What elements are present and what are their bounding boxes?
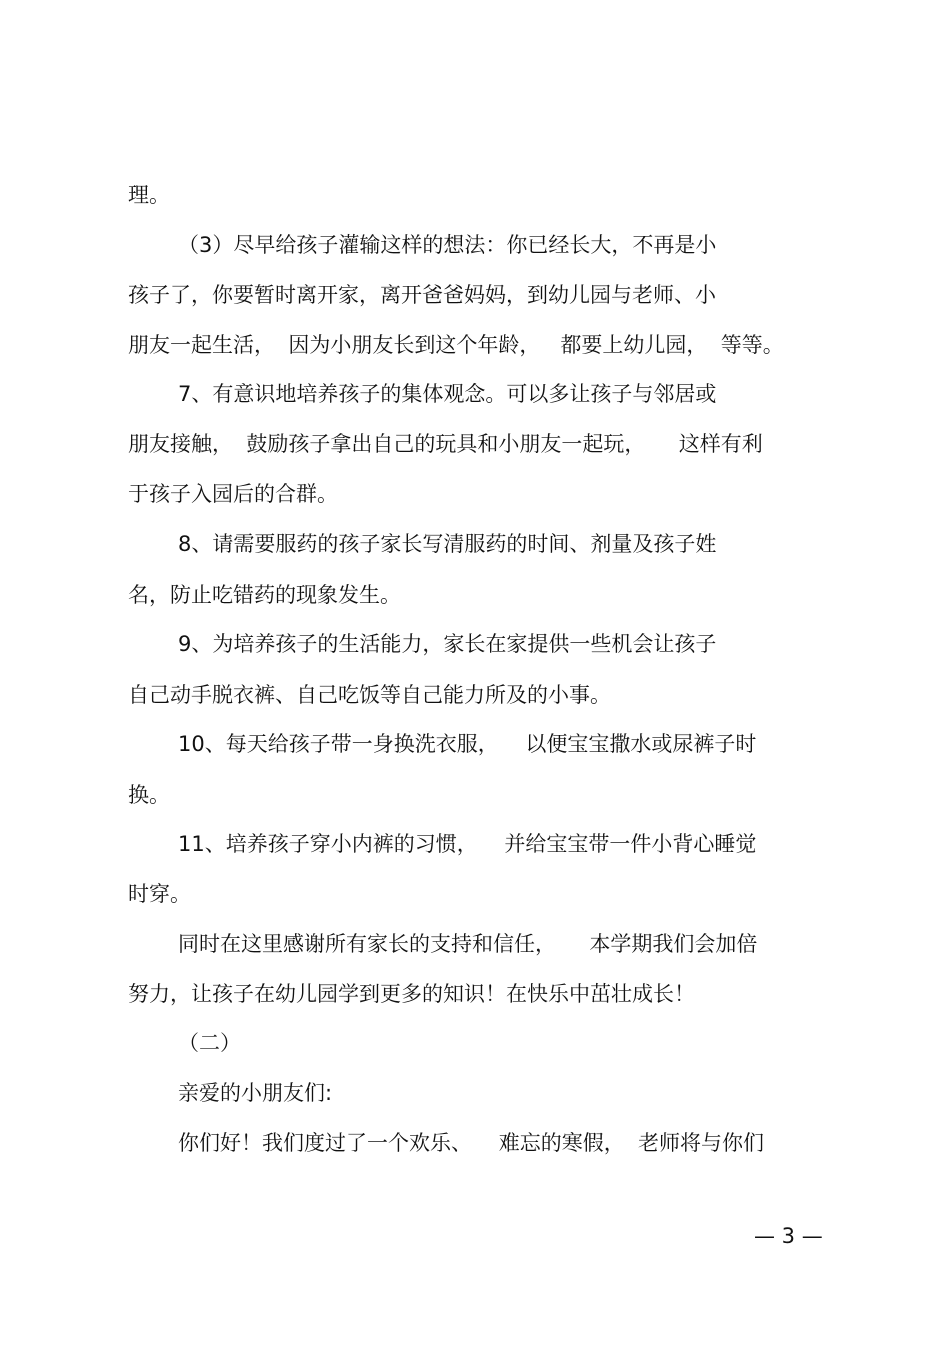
text-line-16: 同时在这里感谢所有家长的支持和信任， 本学期我们会加倍 bbox=[178, 932, 758, 956]
page-number: — 3 — bbox=[754, 1224, 823, 1248]
text-line-17: 努力，让孩子在幼儿园学到更多的知识！在快乐中茁壮成长！ bbox=[128, 982, 695, 1006]
text-line-20: 你们好！我们度过了一个欢乐、 难忘的寒假， 老师将与你们 bbox=[178, 1131, 765, 1155]
text-line-6: 朋友接触， 鼓励孩子拿出自己的玩具和小朋友一起玩， 这样有利 bbox=[128, 432, 763, 456]
text-line-9: 名，防止吃错药的现象发生。 bbox=[128, 583, 401, 607]
text-line-18: （二） bbox=[178, 1031, 241, 1055]
text-line-1: 理。 bbox=[128, 183, 170, 207]
text-line-5: 7、有意识地培养孩子的集体观念。可以多让孩子与邻居或 bbox=[178, 382, 717, 406]
text-line-8: 8、请需要服药的孩子家长写清服药的时间、剂量及孩子姓 bbox=[178, 532, 717, 556]
text-line-4: 朋友一起生活， 因为小朋友长到这个年龄， 都要上幼儿园， 等等。 bbox=[128, 333, 784, 357]
text-line-11: 自己动手脱衣裤、自己吃饭等自己能力所及的小事。 bbox=[128, 683, 611, 707]
text-line-10: 9、为培养孩子的生活能力，家长在家提供一些机会让孩子 bbox=[178, 632, 717, 656]
text-line-12: 10、每天给孩子带一身换洗衣服， 以便宝宝撒水或尿裤子时 bbox=[178, 732, 757, 756]
text-line-13: 换。 bbox=[128, 783, 170, 807]
text-line-14: 11、培养孩子穿小内裤的习惯， 并给宝宝带一件小背心睡觉 bbox=[178, 832, 757, 856]
text-line-3: 孩子了，你要暂时离开家，离开爸爸妈妈，到幼儿园与老师、小 bbox=[128, 283, 716, 307]
text-line-19: 亲爱的小朋友们: bbox=[178, 1081, 333, 1105]
text-line-2: （3）尽早给孩子灌输这样的想法：你已经长大，不再是小 bbox=[178, 233, 717, 257]
text-line-7: 于孩子入园后的合群。 bbox=[128, 482, 338, 506]
text-line-15: 时穿。 bbox=[128, 882, 191, 906]
